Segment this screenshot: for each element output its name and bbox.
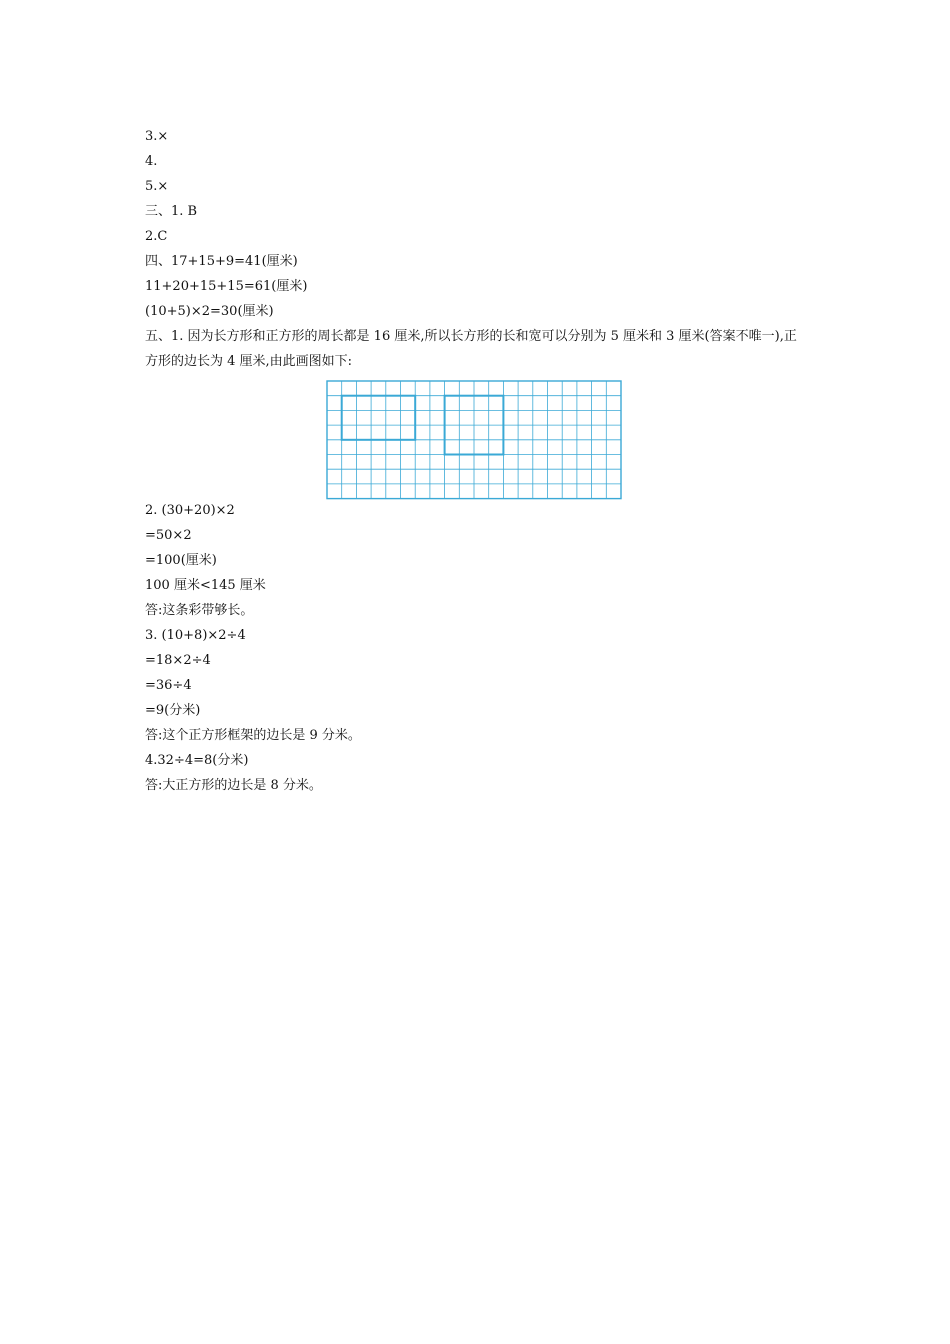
answer-line: 四、17+15+9=41(厘米) bbox=[145, 254, 298, 269]
grid-figure bbox=[145, 374, 805, 498]
answer-line: =9(分米) bbox=[145, 703, 201, 718]
answer-line: 三、1. B bbox=[145, 204, 198, 219]
answer-line: 100 厘米<145 厘米 bbox=[145, 578, 266, 593]
answer-line: =36÷4 bbox=[145, 678, 192, 693]
rectangle-shape bbox=[342, 396, 416, 440]
answer-line: 4.32÷4=8(分米) bbox=[145, 753, 249, 768]
answer-line: 3. (10+8)×2÷4 bbox=[145, 628, 246, 643]
answer-paragraph: 五、1. 因为长方形和正方形的周长都是 16 厘米,所以长方形的长和宽可以分别为 5 厘米和 3 厘米(答案不唯一),正方形的边长为 4 厘米,由此画图如下: bbox=[145, 329, 797, 369]
answer-line: 11+20+15+15=61(厘米) bbox=[145, 279, 308, 294]
answer-line: 3.× bbox=[145, 129, 169, 144]
answer-content bbox=[145, 124, 805, 798]
answer-line: 答:这条彩带够长。 bbox=[145, 603, 254, 618]
answer-line: =18×2÷4 bbox=[145, 653, 211, 668]
answer-line: (10+5)×2=30(厘米) bbox=[145, 304, 274, 319]
answer-line: 4. bbox=[145, 154, 158, 169]
answer-line: =100(厘米) bbox=[145, 553, 217, 568]
answer-line: 答:大正方形的边长是 8 分米。 bbox=[145, 778, 322, 793]
answer-line: =50×2 bbox=[145, 528, 192, 543]
answer-line: 2.C bbox=[145, 229, 168, 244]
answer-line: 5.× bbox=[145, 179, 169, 194]
answer-line: 答:这个正方形框架的边长是 9 分米。 bbox=[145, 728, 361, 743]
answer-line: 2. (30+20)×2 bbox=[145, 503, 235, 518]
grid-drawing bbox=[326, 380, 626, 500]
